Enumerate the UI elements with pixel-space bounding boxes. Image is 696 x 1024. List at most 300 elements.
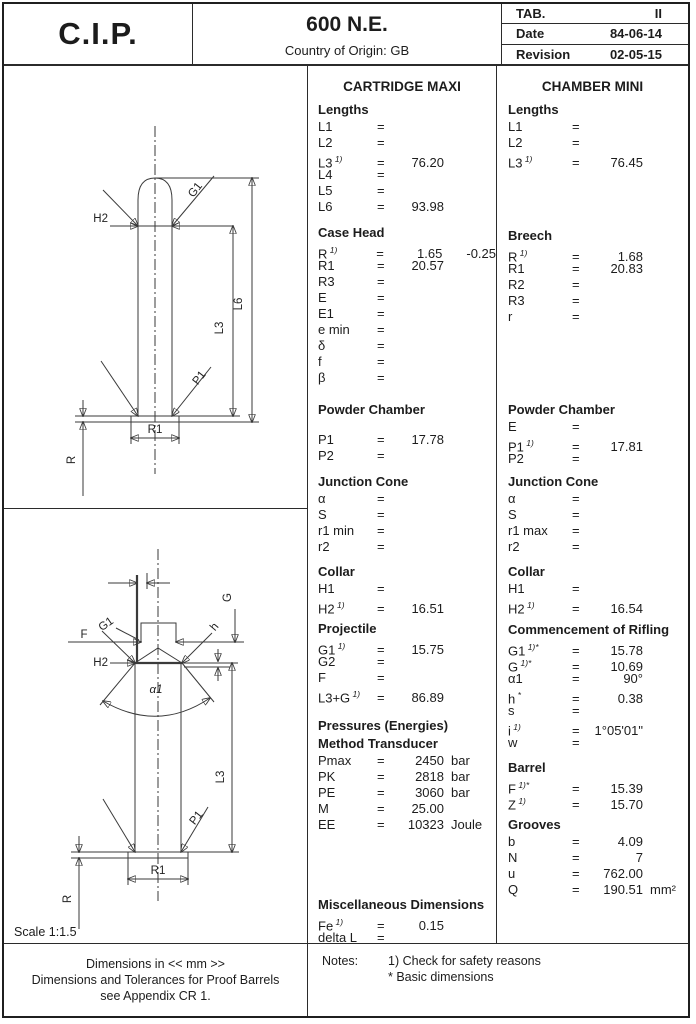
- equals-sign: =: [572, 659, 580, 675]
- spec-row-r1-max: [508, 523, 688, 539]
- param-label: b: [508, 834, 516, 849]
- notes-label: Notes:: [322, 954, 359, 968]
- param-value: 15.70: [610, 797, 643, 813]
- equals-sign: =: [377, 769, 385, 784]
- param-label: P1: [318, 432, 334, 447]
- param-label: E: [508, 419, 517, 434]
- param-label: PE: [318, 785, 336, 800]
- equals-sign: =: [377, 199, 385, 214]
- param-value: 16.54: [610, 601, 643, 617]
- param-label: L1: [318, 119, 333, 134]
- equals-sign: =: [572, 261, 580, 276]
- dimensions-note-line: see Appendix CR 1.: [100, 989, 211, 1003]
- dimensions-note: [4, 944, 308, 1016]
- param-value: 15.39: [610, 781, 643, 797]
- param-label: R3: [318, 274, 335, 289]
- equals-sign: =: [377, 338, 385, 353]
- spec-row-pe: [318, 785, 496, 801]
- param-label: N: [508, 850, 518, 865]
- dim-label-h2: H2: [93, 213, 108, 225]
- chamber-mini-sections: [497, 101, 688, 943]
- spec-row-e: [318, 290, 496, 306]
- param-value: 1.65: [417, 246, 443, 262]
- param-label: α: [508, 491, 516, 506]
- equals-sign: =: [377, 491, 385, 506]
- equals-sign: =: [377, 370, 385, 385]
- param-label: u: [508, 866, 516, 881]
- equals-sign: =: [377, 448, 385, 463]
- drawings-column: [4, 66, 308, 943]
- section-junction-cone: [508, 473, 688, 563]
- spec-row-p1: [508, 435, 688, 455]
- spec-row-h1: [318, 581, 496, 597]
- section-heading: Powder Chamber: [508, 402, 615, 417]
- equals-sign: =: [572, 249, 580, 265]
- dim-label-r1: R1: [147, 424, 163, 436]
- param-value: 20.57: [411, 258, 444, 273]
- equals-sign: =: [572, 523, 580, 538]
- equals-sign: =: [377, 274, 385, 289]
- param-label: P1 $^{1)}$: [508, 438, 534, 455]
- param-unit: Joule: [451, 817, 483, 832]
- param-label: S: [318, 507, 327, 522]
- cartridge-maxi-sections: [308, 101, 496, 946]
- spec-row-1: [508, 671, 688, 687]
- section-powder-chamber: [508, 401, 688, 473]
- section-case-head: [318, 224, 496, 401]
- spec-row-f: [318, 670, 496, 686]
- param-value: 4.09: [617, 834, 643, 849]
- param-value: 15.75: [411, 642, 444, 658]
- param-value: 86.89: [411, 690, 444, 706]
- spec-row-e1: [318, 306, 496, 322]
- spec-row-: [318, 491, 496, 507]
- spec-row-u: [508, 866, 688, 882]
- param-label: R $^{1)}$: [318, 245, 338, 262]
- chamber-drawing: [4, 509, 305, 939]
- equals-sign: =: [377, 258, 385, 273]
- spec-row-r2: [508, 539, 688, 555]
- note-item: * Basic dimensions: [388, 970, 494, 984]
- param-label: H2 $^{1)}$: [318, 600, 345, 617]
- param-label: PK: [318, 769, 336, 784]
- spec-row-r1-min: [318, 523, 496, 539]
- equals-sign: =: [376, 246, 384, 262]
- equals-sign: =: [572, 155, 580, 171]
- equals-sign: =: [377, 119, 385, 134]
- param-label: h *: [508, 690, 521, 707]
- param-value: 25.00: [411, 801, 444, 816]
- spec-row-e-min: [318, 322, 496, 338]
- param-label: E: [318, 290, 327, 305]
- param-label: i $^{1)}$: [508, 722, 521, 739]
- equals-sign: =: [572, 834, 580, 849]
- param-label: E1: [318, 306, 334, 321]
- param-value: 7: [635, 850, 643, 865]
- param-label: Fe $^{1)}$: [318, 917, 344, 934]
- section-lengths: [318, 101, 496, 224]
- header: [4, 4, 688, 66]
- equals-sign: =: [377, 306, 385, 321]
- equals-sign: =: [572, 293, 580, 308]
- spec-row-: [508, 491, 688, 507]
- equals-sign: =: [572, 539, 580, 554]
- equals-sign: =: [377, 817, 385, 832]
- spec-row-g1: [318, 638, 496, 658]
- section-heading: Projectile: [318, 621, 377, 636]
- param-unit: bar: [451, 785, 470, 800]
- param-label: H2 $^{1)}$: [508, 600, 535, 617]
- header-meta-table: [502, 4, 688, 64]
- dim-label-r1: R1: [150, 865, 166, 877]
- section-barrel: [508, 759, 688, 816]
- scale-note: Scale 1:1.5: [14, 925, 77, 939]
- equals-sign: =: [377, 432, 385, 447]
- param-label: R2: [508, 277, 525, 292]
- spec-row-l2: [508, 135, 688, 151]
- spec-row-f: [508, 777, 688, 797]
- param-unit: bar: [451, 753, 470, 768]
- param-label: α1: [508, 671, 523, 686]
- equals-sign: =: [377, 918, 385, 934]
- equals-sign: =: [572, 723, 580, 739]
- equals-sign: =: [377, 753, 385, 768]
- spec-row-q: [508, 882, 688, 898]
- meta-row-revision: [502, 45, 688, 64]
- section-projectile: [318, 620, 496, 717]
- equals-sign: =: [377, 801, 385, 816]
- param-value: 2450: [415, 753, 444, 768]
- param-label: G1 $^{1)}$: [318, 641, 346, 658]
- param-label: L4: [318, 167, 333, 182]
- dim-label-r: R: [62, 894, 74, 904]
- param-value: 1°05'01": [594, 723, 643, 739]
- equals-sign: =: [572, 309, 580, 324]
- param-label: L2: [318, 135, 333, 150]
- param-label: r2: [318, 539, 330, 554]
- section-heading: Miscellaneous Dimensions: [318, 897, 485, 912]
- equals-sign: =: [572, 601, 580, 617]
- equals-sign: =: [377, 507, 385, 522]
- param-label: R1: [318, 258, 335, 273]
- equals-sign: =: [572, 850, 580, 865]
- param-label: w: [508, 735, 518, 750]
- param-unit: bar: [451, 769, 470, 784]
- param-label: α: [318, 491, 326, 506]
- chamber-mini-column: [497, 66, 688, 943]
- spec-row-l5: [318, 183, 496, 199]
- equals-sign: =: [572, 439, 580, 455]
- param-label: H1: [318, 581, 335, 596]
- notes-list: [388, 953, 541, 1016]
- param-value: 93.98: [411, 199, 444, 214]
- param-label: G $^{1)*}$: [508, 658, 532, 675]
- dimensions-note-line: Dimensions and Tolerances for Proof Barrels: [31, 973, 280, 987]
- param-label: S: [508, 507, 517, 522]
- param-value: 10323: [407, 817, 444, 832]
- spec-row-pk: [318, 769, 496, 785]
- section-grooves: [508, 816, 688, 898]
- equals-sign: =: [572, 135, 580, 150]
- section-heading: Lengths: [508, 102, 559, 117]
- spec-row-l3: [508, 151, 688, 171]
- notes-block: [308, 944, 688, 1016]
- meta-label: TAB.: [516, 6, 546, 22]
- meta-label: Revision: [516, 46, 571, 62]
- param-label: δ: [318, 338, 326, 353]
- equals-sign: =: [377, 601, 385, 617]
- dim-label-g1: G1: [186, 180, 206, 200]
- spec-row-r: [508, 309, 688, 325]
- spec-row-fe: [318, 914, 496, 934]
- equals-sign: =: [572, 781, 580, 797]
- equals-sign: =: [572, 882, 580, 897]
- section-heading: Collar: [318, 564, 355, 579]
- equals-sign: =: [377, 167, 385, 182]
- spec-row-r: [318, 242, 496, 262]
- section-lengths: [508, 101, 688, 227]
- dim-label-r: R: [66, 455, 78, 465]
- spec-row-l6: [318, 199, 496, 215]
- equals-sign: =: [377, 135, 385, 150]
- param-label: F: [318, 670, 326, 685]
- section-heading: Grooves: [508, 817, 561, 832]
- equals-sign: =: [572, 703, 580, 718]
- spec-row-: [318, 338, 496, 354]
- param-value: 762.00: [603, 866, 643, 881]
- cip-datasheet: [2, 2, 690, 1018]
- param-label: L3 $^{1)}$: [318, 154, 343, 171]
- dim-label-h: h: [208, 620, 222, 634]
- spec-row-e: [508, 419, 688, 435]
- cip-logo: C.I.P.: [4, 4, 193, 64]
- equals-sign: =: [377, 290, 385, 305]
- equals-sign: =: [377, 183, 385, 198]
- spec-row-s: [508, 507, 688, 523]
- section-heading: Powder Chamber: [318, 402, 425, 417]
- equals-sign: =: [377, 354, 385, 369]
- meta-row-date: [502, 24, 688, 44]
- meta-value: 84-06-14: [609, 26, 662, 42]
- spec-row-r1: [508, 261, 688, 277]
- equals-sign: =: [572, 866, 580, 881]
- spec-row-f: [318, 354, 496, 370]
- param-label: F $^{1)*}$: [508, 780, 530, 797]
- spec-row-m: [318, 801, 496, 817]
- section-junction-cone: [318, 473, 496, 563]
- equals-sign: =: [572, 119, 580, 134]
- param-label: r1 max: [508, 523, 548, 538]
- spec-row-s: [318, 507, 496, 523]
- section-heading: Commencement of Rifling: [508, 622, 670, 637]
- param-label: L2: [508, 135, 523, 150]
- equals-sign: =: [377, 581, 385, 596]
- param-label: R1: [508, 261, 525, 276]
- section-powder-chamber: [318, 401, 496, 473]
- param-label: L1: [508, 119, 523, 134]
- spec-row-: [318, 370, 496, 386]
- equals-sign: =: [572, 671, 580, 686]
- param-label: H1: [508, 581, 525, 596]
- equals-sign: =: [572, 491, 580, 506]
- spec-row-ee: [318, 817, 496, 833]
- param-label: β: [318, 370, 326, 385]
- spec-row-l1: [318, 119, 496, 135]
- equals-sign: =: [377, 930, 385, 945]
- param-label: R3: [508, 293, 525, 308]
- equals-sign: =: [572, 581, 580, 596]
- equals-sign: =: [572, 691, 580, 707]
- spec-row-pmax: [318, 753, 496, 769]
- param-label: Q: [508, 882, 519, 897]
- param-label: L3+G $^{1)}$: [318, 689, 361, 706]
- dimensions-note-line: Dimensions in << mm >>: [86, 957, 225, 971]
- equals-sign: =: [572, 277, 580, 292]
- param-label: P2: [508, 451, 524, 466]
- param-value: 17.78: [411, 432, 444, 447]
- dim-label-l3: L3: [214, 321, 226, 335]
- cartridge-name: 600 N.E.: [306, 12, 388, 36]
- spec-row-h: [508, 687, 688, 707]
- section-heading: Pressures (Energies): [318, 718, 449, 733]
- equals-sign: =: [377, 642, 385, 658]
- equals-sign: =: [377, 785, 385, 800]
- dim-label-l3: L3: [215, 770, 227, 784]
- section-breech: [508, 227, 688, 401]
- param-value: 76.20: [411, 155, 444, 171]
- spec-row-p1: [318, 432, 496, 448]
- equals-sign: =: [377, 539, 385, 554]
- dim-label-p1: P1: [190, 368, 209, 388]
- spec-row-r2: [318, 539, 496, 555]
- dim-label-h2: H2: [93, 657, 108, 669]
- section-heading: Barrel: [508, 760, 546, 775]
- param-value: 1.68: [617, 249, 643, 265]
- equals-sign: =: [572, 797, 580, 813]
- chamber-drawing-panel: [4, 509, 307, 943]
- param-tolerance: -0.25: [466, 246, 496, 262]
- section-collar: [318, 563, 496, 620]
- equals-sign: =: [377, 654, 385, 669]
- param-value: 0.38: [617, 691, 643, 707]
- param-value: 0.15: [418, 918, 444, 934]
- param-label: M: [318, 801, 329, 816]
- spec-row-l2: [318, 135, 496, 151]
- param-label: e min: [318, 322, 350, 337]
- param-label: r2: [508, 539, 520, 554]
- cartridge-maxi-column: [308, 66, 497, 943]
- spec-row-h2: [318, 597, 496, 617]
- meta-value: 02-05-15: [609, 46, 662, 62]
- param-label: Z $^{1)}$: [508, 796, 526, 813]
- section-heading: Junction Cone: [318, 474, 409, 489]
- param-value: 90°: [623, 671, 643, 686]
- param-label: L6: [318, 199, 333, 214]
- section-pressures-energies: [318, 717, 496, 896]
- spec-row-l3-g: [318, 686, 496, 706]
- param-value: 3060: [415, 785, 444, 800]
- dim-label-alpha1: α1: [149, 684, 163, 696]
- spec-row-r: [508, 245, 688, 265]
- note-item: 1) Check for safety reasons: [388, 954, 541, 968]
- equals-sign: =: [377, 670, 385, 685]
- dim-label-f: F: [80, 629, 88, 641]
- section-heading: Lengths: [318, 102, 369, 117]
- spec-row-r3: [508, 293, 688, 309]
- section-heading: Case Head: [318, 225, 385, 240]
- equals-sign: =: [377, 155, 385, 171]
- param-label: G2: [318, 654, 336, 669]
- param-value: 76.45: [610, 155, 643, 171]
- meta-value: II: [654, 6, 662, 22]
- equals-sign: =: [572, 643, 580, 659]
- dim-label-l6: L6: [233, 297, 245, 311]
- param-value: 16.51: [411, 601, 444, 617]
- spec-row-p2: [318, 448, 496, 464]
- param-label: Pmax: [318, 753, 352, 768]
- country-of-origin: Country of Origin: GB: [284, 42, 410, 58]
- dim-label-p1: P1: [187, 808, 206, 828]
- spec-row-h1: [508, 581, 688, 597]
- section-commencement-of-rifling: [508, 621, 688, 759]
- param-unit: mm²: [650, 882, 676, 897]
- equals-sign: =: [572, 735, 580, 750]
- spec-row-h2: [508, 597, 688, 617]
- param-label: R $^{1)}$: [508, 248, 528, 265]
- equals-sign: =: [377, 322, 385, 337]
- spec-row-r2: [508, 277, 688, 293]
- param-value: 190.51: [603, 882, 643, 897]
- spec-row-i: [508, 719, 688, 739]
- cartridge-drawing-panel: [4, 66, 307, 509]
- spec-row-n: [508, 850, 688, 866]
- param-value: 2818: [415, 769, 444, 784]
- spec-row-r3: [318, 274, 496, 290]
- param-label: L5: [318, 183, 333, 198]
- equals-sign: =: [572, 507, 580, 522]
- equals-sign: =: [377, 523, 385, 538]
- param-label: delta L: [318, 930, 358, 945]
- param-label: EE: [318, 817, 336, 832]
- param-value: 10.69: [610, 659, 643, 675]
- param-label: P2: [318, 448, 334, 463]
- cartridge-maxi-title: CARTRIDGE MAXI: [343, 79, 461, 94]
- section-collar: [508, 563, 688, 621]
- param-value: 20.83: [610, 261, 643, 276]
- spec-row-l1: [508, 119, 688, 135]
- param-label: r: [508, 309, 513, 324]
- param-label: L3 $^{1)}$: [508, 154, 533, 171]
- equals-sign: =: [572, 451, 580, 466]
- param-value: 17.81: [610, 439, 643, 455]
- param-label: r1 min: [318, 523, 355, 538]
- meta-row-tab: [502, 4, 688, 24]
- spec-row-b: [508, 834, 688, 850]
- spec-row-g1: [508, 639, 688, 659]
- header-center: [193, 4, 502, 64]
- param-label: f: [318, 354, 322, 369]
- meta-label: Date: [516, 26, 545, 42]
- dim-label-g1: G1: [96, 615, 117, 634]
- param-value: 15.78: [610, 643, 643, 659]
- cartridge-drawing: [4, 66, 305, 506]
- spec-row-l3: [318, 151, 496, 171]
- section-heading: Breech: [508, 228, 553, 243]
- section-heading: Collar: [508, 564, 545, 579]
- equals-sign: =: [572, 419, 580, 434]
- section-subheading: Method Transducer: [318, 736, 438, 751]
- dim-label-g: G: [222, 593, 234, 602]
